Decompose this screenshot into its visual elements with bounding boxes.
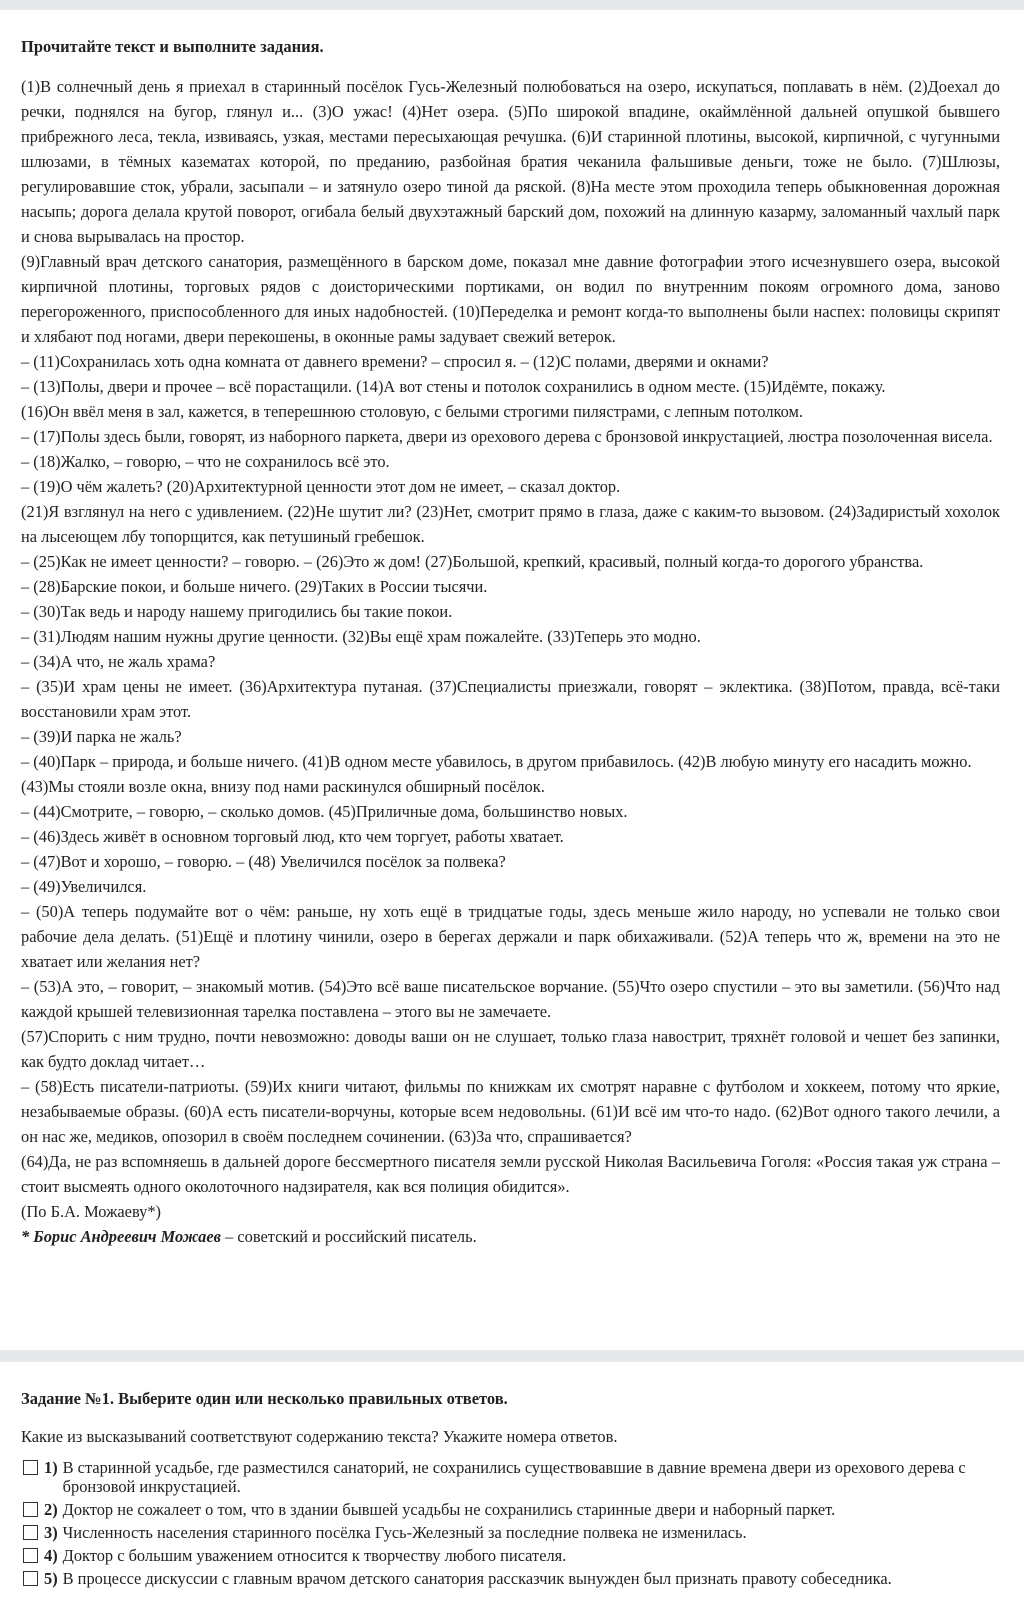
paragraph: (64)Да, не раз вспомняешь в дальней дороге бессмертного писателя земли русской Николая Васильевича Гоголя: «Россия такая уж страна – стоит высмеять одного околоточного надзирателя, как вся полиция обидится». [21, 1152, 1000, 1196]
option-text: Численность населения старинного посёлка Гусь-Железный за последние полвека не изменилась. [62, 1523, 747, 1542]
option-text: Доктор не сожалеет о том, что в здании бывшей усадьбы не сохранились старинные двери и наборный паркет. [62, 1500, 836, 1519]
paragraph: – (19)О чём жалеть? (20)Архитектурной ценности этот дом не имеет, – сказал доктор. [21, 477, 621, 496]
paragraph: (16)Он ввёл меня в зал, кажется, в теперешнюю столовую, с белыми строгими пилястрами, с лепным потолком. [21, 402, 803, 421]
answer-option-2[interactable] [21, 1500, 1000, 1519]
option-number: 2) [44, 1500, 58, 1519]
task-card [0, 1362, 1024, 1622]
answer-option-5[interactable] [21, 1569, 1000, 1588]
paragraph: – (35)И храм цены не имеет. (36)Архитектура путаная. (37)Специалисты приезжали, говорят – эклектика. (38)Потом, правда, всё-таки восстановили храм этот. [21, 677, 1000, 721]
paragraph: (9)Главный врач детского санатория, размещённого в барском доме, показал мне давние фотографии этого исчезнувшего озера, высокой кирпичной плотины, торговых рядов с доисторическими портиками, он водил по внутренним покоям огромного дома, заново перегороженного, приспособленного для иных надобностей. (10)Переделка и ремонт когда-то выполнены были наспех: половицы скрипят и хлябают под ногами, двери перекошены, в оконные рамы задувает свежий ветерок. [21, 252, 1000, 346]
paragraph: – (34)А что, не жаль храма? [21, 652, 216, 671]
section-divider [0, 1350, 1024, 1362]
author-footnote [21, 1224, 1000, 1249]
option-text: В старинной усадьбе, где разместился санаторий, не сохранились существовавшие в давние времена двери из орехового дерева с бронзовой инкрустацией. [62, 1458, 966, 1496]
option-text: Доктор с большим уважением относится к творчеству любого писателя. [62, 1546, 567, 1565]
paragraph: – (46)Здесь живёт в основном торговый люд, кто чем торгует, работы хватает. [21, 827, 564, 846]
top-bar [0, 0, 1024, 10]
paragraph: – (49)Увеличился. [21, 877, 147, 896]
option-number: 4) [44, 1546, 58, 1565]
paragraph: (21)Я взглянул на него с удивлением. (22)Не шутит ли? (23)Нет, смотрит прямо в глаза, даже с каким-то вызовом. (24)Задиристый хохолок на лысеющем лбу топорщится, как петушиный гребешок. [21, 502, 1000, 546]
paragraph: – (53)А это, – говорит, – знакомый мотив. (54)Это всё ваше писательское ворчание. (55)Что озеро спустили – это вы заметили. (56)Что над каждой крышей телевизионная тарелка поставлена – этого вы не замечаете. [21, 977, 1000, 1021]
author-name: * Борис Андреевич Можаев [21, 1227, 221, 1246]
answer-option-3[interactable] [21, 1523, 1000, 1542]
paragraph: – (58)Есть писатели-патриоты. (59)Их книги читают, фильмы по книжкам их смотрят наравне с футболом и хоккеем, потому что яркие, незабываемые образы. (60)А есть писатели-ворчуны, которые всем недовольны. (61)И всё им что-то надо. (62)Вот одного такого лечили, а он нас же, медиков, опозорил в своём последнем сочинении. (63)За что, спрашивается? [21, 1077, 1000, 1146]
paragraph: (57)Спорить с ним трудно, почти невозможно: доводы ваши он не слушает, только глаза навострит, тряхнёт головой и чешет без запинки, как будто доклад читает… [21, 1027, 1000, 1071]
option-text: В процессе дискуссии с главным врачом детского санатория рассказчик вынужден был признать правоту собеседника. [62, 1569, 892, 1588]
source-citation: (По Б.А. Можаеву*) [21, 1202, 161, 1221]
paragraph: – (30)Так ведь и народу нашему пригодились бы такие покои. [21, 602, 453, 621]
reading-text [21, 74, 1000, 1199]
option-number: 5) [44, 1569, 58, 1588]
author-description: – советский и российский писатель. [220, 1227, 477, 1246]
paragraph: – (17)Полы здесь были, говорят, из наборного паркета, двери из орехового дерева с бронзовой инкрустацией, люстра позолоченная висела. [21, 427, 993, 446]
answer-option-4[interactable] [21, 1546, 1000, 1565]
paragraph: (43)Мы стояли возле окна, внизу под нами раскинулся обширный посёлок. [21, 777, 545, 796]
answer-checkbox-3[interactable] [23, 1525, 38, 1540]
paragraph: – (13)Полы, двери и прочее – всё порастащили. (14)А вот стены и потолок сохранились в одном месте. (15)Идёмте, покажу. [21, 377, 886, 396]
paragraph: – (39)И парка не жаль? [21, 727, 182, 746]
option-number: 1) [44, 1458, 58, 1477]
paragraph: – (50)А теперь подумайте вот о чём: раньше, ну хоть ещё в тридцатые годы, здесь меньше жило народу, но успевали не только свои рабочие дела делать. (51)Ещё и плотину чинили, озеро в берегах держали и парк обихаживали. (52)А теперь что ж, времени на это не хватает или желания нет? [21, 902, 1000, 971]
paragraph: – (44)Смотрите, – говорю, – сколько домов. (45)Приличные дома, большинство новых. [21, 802, 628, 821]
paragraph: – (47)Вот и хорошо, – говорю. – (48) Увеличился посёлок за полвека? [21, 852, 506, 871]
task-title: Задание №1. Выберите один или несколько правильных ответов. [21, 1389, 508, 1408]
reading-title: Прочитайте текст и выполните задания. [21, 37, 324, 56]
paragraph: – (25)Как не имеет ценности? – говорю. – (26)Это ж дом! (27)Большой, крепкий, красивый, полный когда-то дорогого убранства. [21, 552, 924, 571]
option-number: 3) [44, 1523, 58, 1542]
answer-option-1[interactable] [21, 1458, 1000, 1496]
answer-checkbox-1[interactable] [23, 1460, 38, 1475]
paragraph: – (18)Жалко, – говорю, – что не сохранилось всё это. [21, 452, 390, 471]
task-question: Какие из высказываний соответствуют содержанию текста? Укажите номера ответов. [21, 1427, 618, 1446]
paragraph: – (11)Сохранилась хоть одна комната от давнего времени? – спросил я. – (12)С полами, дверями и окнами? [21, 352, 769, 371]
paragraph: – (31)Людям нашим нужны другие ценности. (32)Вы ещё храм пожалейте. (33)Теперь это модно. [21, 627, 701, 646]
paragraph: – (40)Парк – природа, и больше ничего. (41)В одном месте убавилось, в другом прибавилось. (42)В любую минуту его насадить можно. [21, 752, 972, 771]
paragraph: (1)В солнечный день я приехал в старинный посёлок Гусь-Железный полюбоваться на озеро, искупаться, поплавать в нём. (2)Доехал до речки, поднялся на бугор, глянул и... (3)О ужас! (4)Нет озера. (5)По широкой впадине, окаймлённой дальней опушкой бывшего прибрежного леса, текла, извиваясь, узкая, местами пересыхающая речушка. (6)И старинной плотины, высокой, кирпичной, с чугунными шлюзами, в тёмных казематах которой, по преданию, разбойная братия чеканила фальшивые деньги, тоже не было. (7)Шлюзы, регулировавшие сток, убрали, засыпали – и затянуло озеро тиной да ряской. (8)На месте этом проходила теперь обыкновенная дорожная насыпь; дорога делала крутой поворот, огибала белый двухэтажный барский дом, похожий на длинную казарму, заломанный чахлый парк и снова вырывалась на простор. [21, 77, 1000, 246]
reading-card [0, 10, 1024, 1350]
answer-checkbox-2[interactable] [23, 1502, 38, 1517]
paragraph: – (28)Барские покои, и больше ничего. (29)Таких в России тысячи. [21, 577, 488, 596]
answer-checkbox-4[interactable] [23, 1548, 38, 1563]
answer-checkbox-5[interactable] [23, 1571, 38, 1586]
